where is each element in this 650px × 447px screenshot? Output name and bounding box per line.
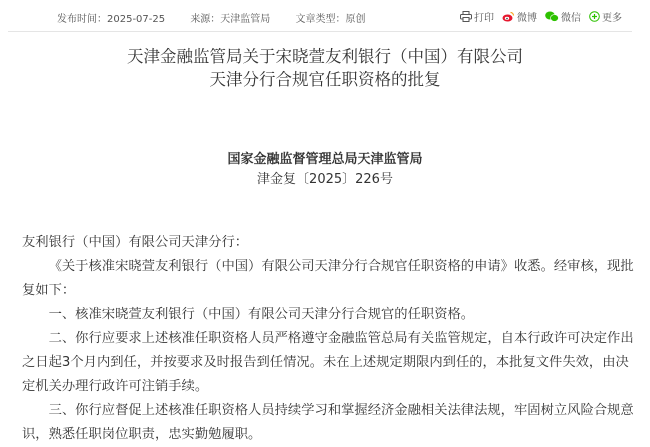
- article-type: 文章类型：原创: [295, 14, 366, 25]
- wechat-label: 微信: [561, 13, 581, 24]
- issuing-organization: 国家金融监督管理总局天津监管局: [227, 152, 423, 167]
- share-toolbar: [460, 9, 630, 24]
- article-body: [22, 231, 634, 447]
- article-meta-bar: [0, 0, 650, 31]
- publish-time: 发布时间：2025-07-25: [57, 14, 166, 25]
- weibo-share-button[interactable]: [502, 9, 537, 24]
- more-label: 更多: [602, 13, 622, 24]
- wechat-icon: [545, 11, 559, 22]
- more-share-button[interactable]: [589, 9, 622, 24]
- printer-icon: [460, 11, 472, 22]
- plus-circle-icon: [589, 11, 600, 22]
- approval-item-3: 三、你行应督促上述核准任职资格人员持续学习和掌握经济金融相关法律法规，牢固树立风险合规意识，熟悉任职岗位职责，忠实勤勉履职。: [22, 403, 634, 442]
- approval-item-2: 二、你行应要求上述核准任职资格人员严格遵守金融监管总局有关监管规定，自本行政许可决定作出之日起3个月内到任，并按要求及时报告到任情况。未在上述规定期限内到任的，本批复文件失效，由决定机关办理行政许可注销手续。: [22, 331, 634, 394]
- approval-item-1: 一、核准宋晓萱友利银行（中国）有限公司天津分行合规官的任职资格。: [48, 307, 475, 322]
- document-issuer: [0, 150, 650, 190]
- article-title: [0, 45, 650, 91]
- article-meta: [57, 10, 388, 25]
- print-button[interactable]: [460, 9, 494, 24]
- wechat-share-button[interactable]: [545, 9, 581, 24]
- print-label: 打印: [474, 13, 494, 24]
- weibo-icon: [502, 11, 515, 22]
- intro-paragraph: 《关于核准宋晓萱友利银行（中国）有限公司天津分行合规官任职资格的申请》收悉。经审核，现批复如下：: [22, 259, 634, 298]
- header-divider: [8, 31, 632, 32]
- title-line-2: 天津分行合规官任职资格的批复: [209, 70, 441, 89]
- title-line-1: 天津金融监管局关于宋晓萱友利银行（中国）有限公司: [127, 47, 523, 66]
- salutation: 友利银行（中国）有限公司天津分行：: [22, 235, 249, 250]
- article-source: 来源：天津监管局: [190, 14, 271, 25]
- document-number: 津金复〔2025〕226号: [257, 172, 393, 187]
- weibo-label: 微博: [517, 13, 537, 24]
